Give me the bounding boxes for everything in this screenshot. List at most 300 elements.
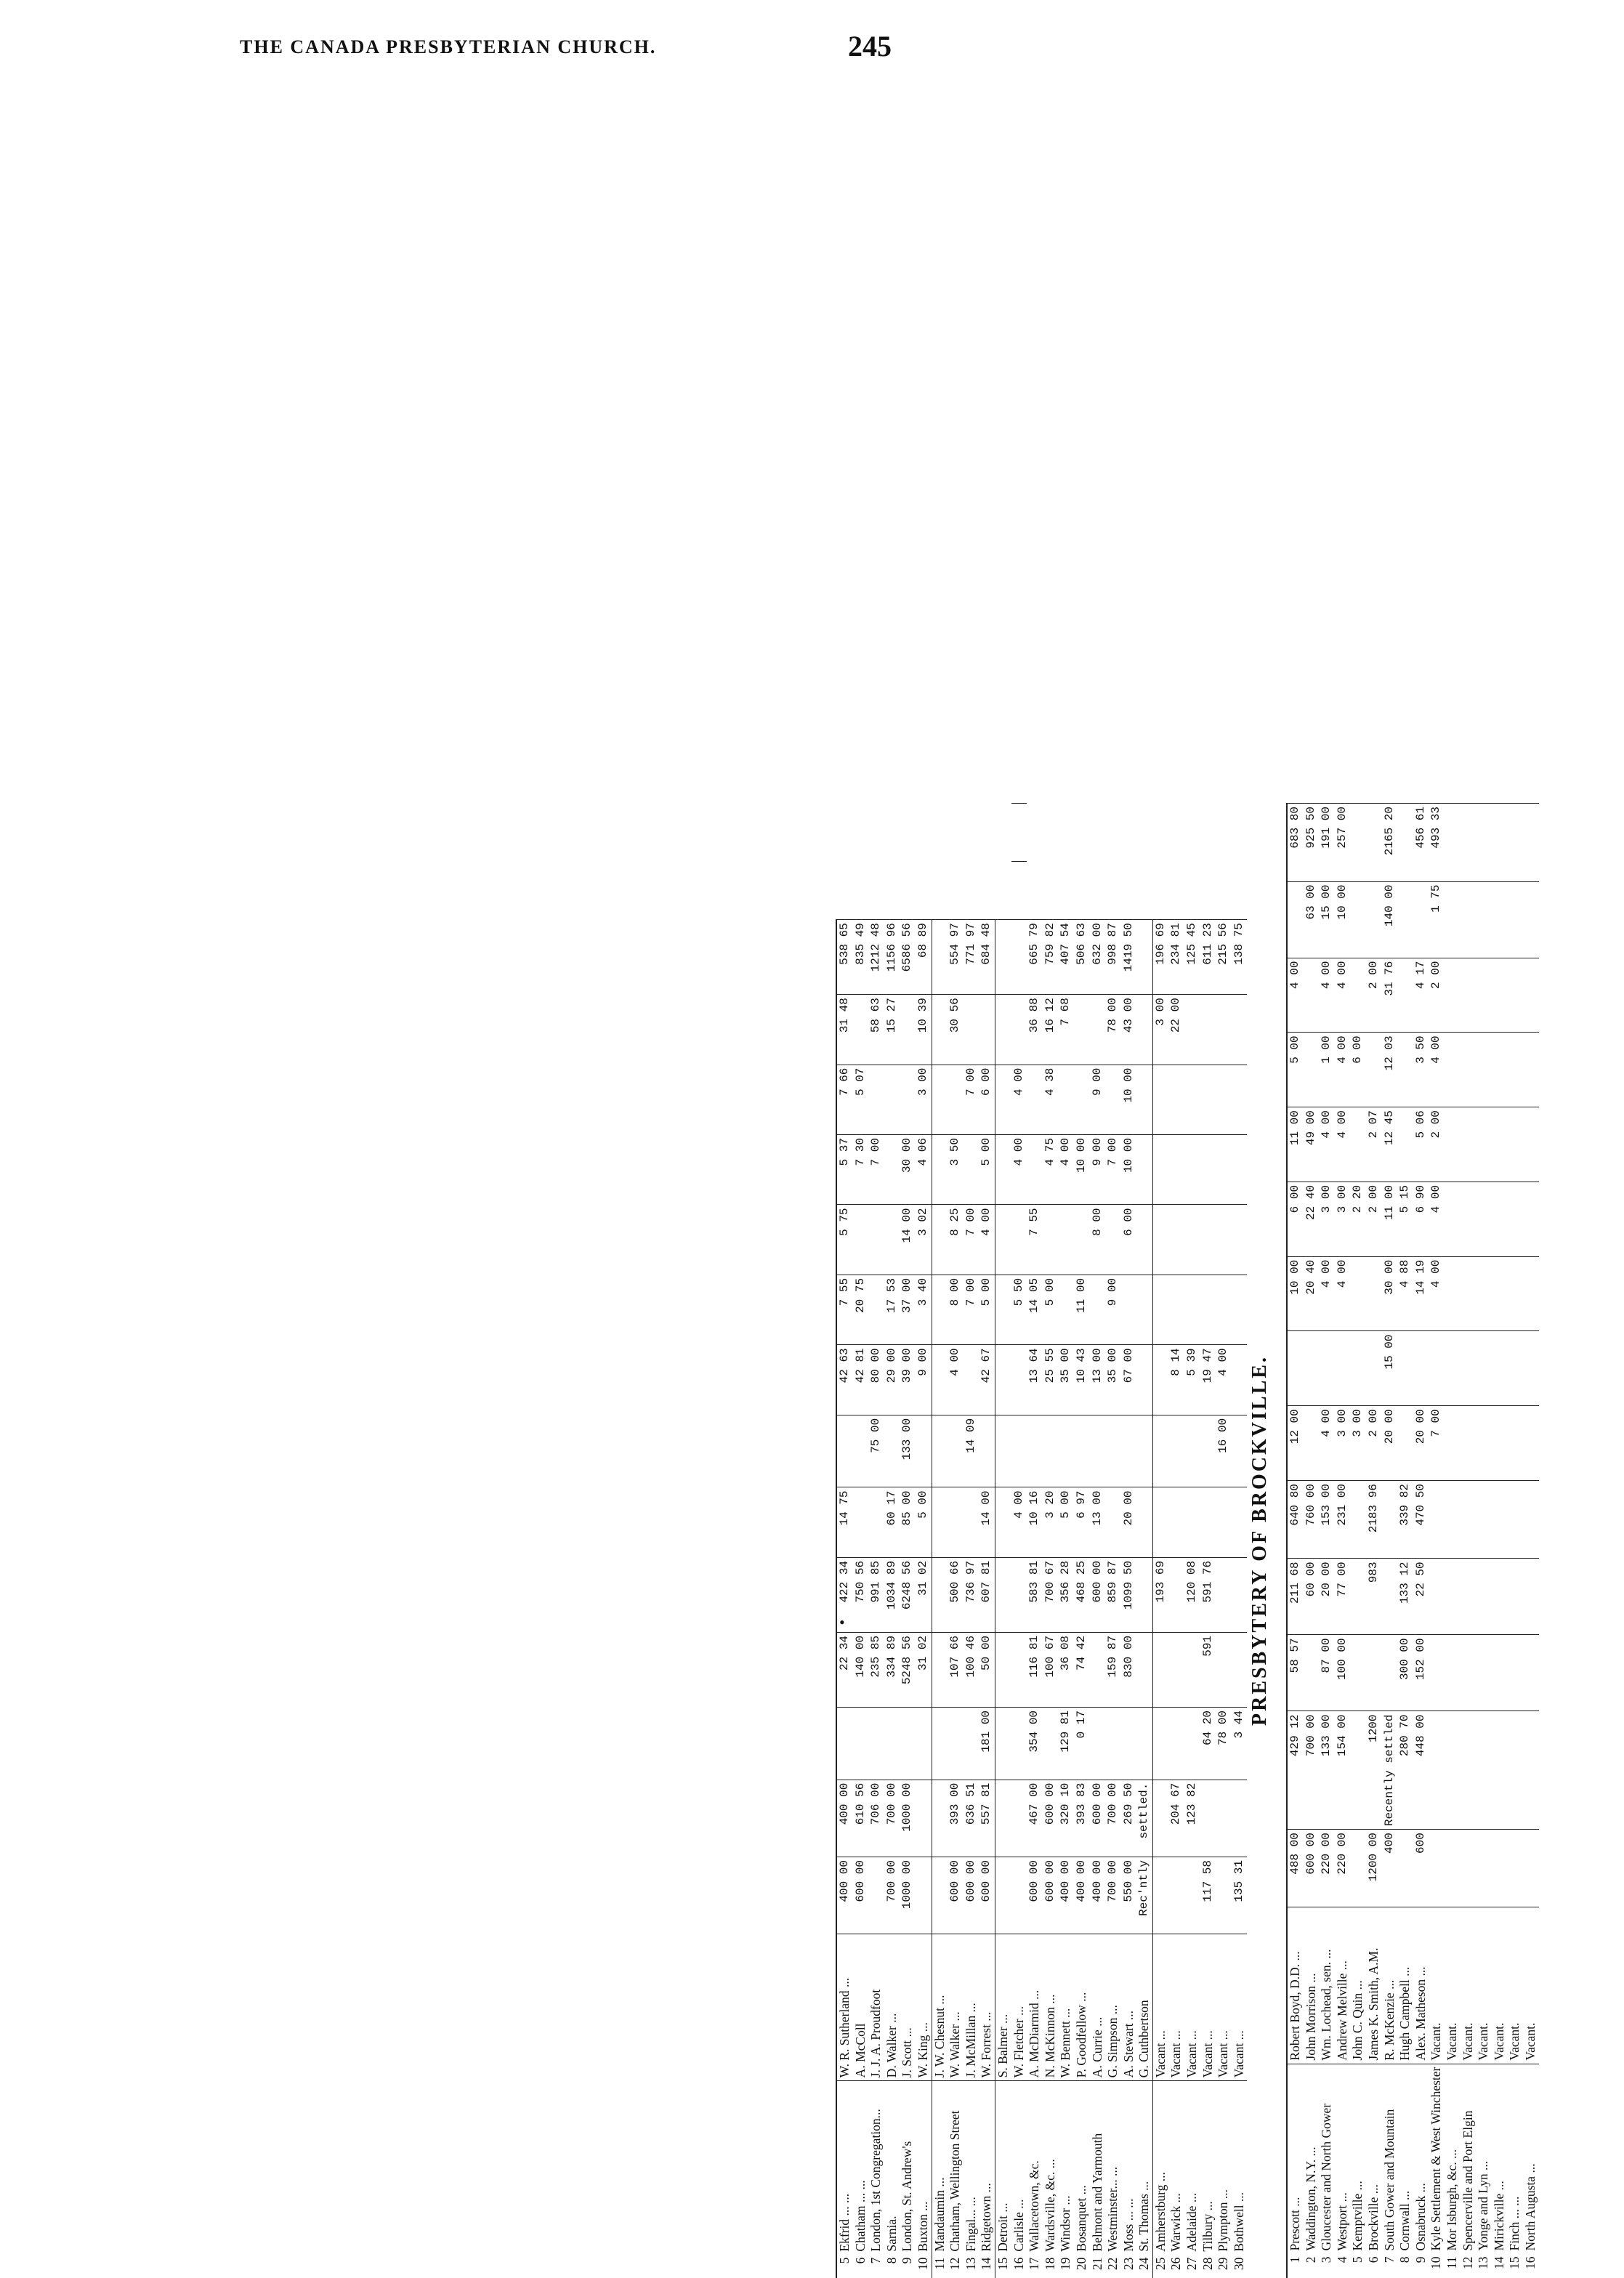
amount-cell	[1011, 1415, 1027, 1487]
amount-cell	[1492, 1331, 1508, 1406]
row-number: 5	[1350, 2254, 1366, 2278]
amount-cell: 3 00	[916, 1065, 932, 1134]
amount-cell	[1523, 1830, 1539, 1907]
amount-cell	[1350, 1481, 1366, 1559]
amount-cell	[1152, 1345, 1168, 1415]
amount-cell	[853, 995, 869, 1065]
amount-cell: 67 00	[1121, 1345, 1137, 1415]
amount-cell	[1523, 1331, 1539, 1406]
amount-cell: 736 97	[964, 1557, 979, 1632]
amount-cell	[1445, 1559, 1461, 1635]
amount-cell	[1461, 1830, 1476, 1907]
amount-cell: 7 68	[1058, 995, 1074, 1065]
amount-cell: 14 05	[1027, 1275, 1043, 1344]
amount-cell	[1136, 1707, 1152, 1780]
amount-cell	[1350, 1107, 1366, 1182]
amount-cell: 2 00	[1366, 1406, 1382, 1481]
table-row	[1319, 804, 1335, 2278]
congregation-name: Bosanquet ...	[1074, 2081, 1090, 2255]
amount-cell	[1507, 881, 1523, 958]
amount-cell: 100 46	[964, 1632, 979, 1707]
amount-cell: 591 76	[1200, 1557, 1216, 1632]
amount-cell	[1382, 1635, 1398, 1711]
row-number: 24	[1136, 2255, 1152, 2278]
amount-cell	[1287, 881, 1304, 958]
amount-cell: 10 39	[916, 995, 932, 1065]
amount-cell	[1058, 1415, 1074, 1487]
amount-cell	[1011, 1857, 1027, 1934]
minister-name: P. Goodfellow ...	[1074, 1934, 1090, 2081]
amount-cell: 153 00	[1319, 1481, 1335, 1559]
amount-cell: 4 00	[1319, 1256, 1335, 1331]
amount-cell	[1200, 1780, 1216, 1857]
amount-cell: 7 00	[964, 1205, 979, 1275]
amount-cell	[1523, 881, 1539, 958]
amount-cell: 42 81	[853, 1345, 869, 1415]
row-number: 6	[1366, 2254, 1382, 2278]
amount-cell: 4 00	[948, 1345, 964, 1415]
amount-cell	[1492, 1033, 1508, 1107]
minister-name: Andrew Melville ...	[1335, 1907, 1351, 2064]
amount-cell	[1350, 1256, 1366, 1331]
amount-cell	[1350, 1711, 1366, 1830]
amount-cell: 14 09	[964, 1415, 979, 1487]
presbytery-title: PRESBYTERY OF BROCKVILLE.	[1248, 803, 1272, 2278]
amount-cell: 468 25	[1074, 1557, 1090, 1632]
amount-cell	[1461, 1256, 1476, 1331]
amount-cell: 7 00	[1429, 1406, 1445, 1481]
amount-cell	[1492, 1711, 1508, 1830]
amount-cell: 422 34	[836, 1557, 853, 1632]
amount-cell	[1121, 1707, 1137, 1780]
amount-cell: 235 85	[868, 1632, 884, 1707]
amount-cell	[1152, 1857, 1168, 1934]
amount-cell: 220 00	[1335, 1830, 1351, 1907]
amount-cell	[932, 1275, 948, 1344]
amount-cell: 5 00	[1287, 1033, 1304, 1107]
amount-cell	[1152, 1707, 1168, 1780]
amount-cell	[1074, 995, 1090, 1065]
amount-cell	[1287, 1331, 1304, 1406]
amount-cell: 1419 50	[1121, 920, 1137, 995]
amount-cell	[1184, 995, 1200, 1065]
amount-cell: 4 00	[1319, 1406, 1335, 1481]
row-number: 6	[853, 2255, 869, 2278]
amount-cell	[1507, 1107, 1523, 1182]
amount-cell	[1105, 1707, 1121, 1780]
amount-cell	[1200, 1275, 1216, 1344]
amount-cell	[1523, 804, 1539, 882]
amount-cell	[1350, 1331, 1366, 1406]
amount-cell: 31 76	[1382, 958, 1398, 1033]
amount-cell	[1461, 958, 1476, 1033]
amount-cell	[995, 1135, 1011, 1205]
amount-cell	[995, 1205, 1011, 1275]
amount-cell	[1523, 1256, 1539, 1331]
amount-cell	[1366, 804, 1382, 882]
amount-cell	[1136, 920, 1152, 995]
amount-cell	[1184, 1205, 1200, 1275]
amount-cell	[1184, 1275, 1200, 1344]
congregation-name: North Augusta ...	[1523, 2064, 1539, 2253]
amount-cell	[932, 1780, 948, 1857]
amount-cell: 5 00	[916, 1487, 932, 1557]
amount-cell	[1152, 1780, 1168, 1857]
amount-cell: 22 00	[1168, 995, 1184, 1065]
amount-cell: 3 00	[1152, 995, 1168, 1065]
amount-cell: 354 00	[1027, 1707, 1043, 1780]
amount-cell	[916, 1415, 932, 1487]
congregation-name: Mirickville ...	[1492, 2064, 1508, 2253]
amount-cell	[932, 1065, 948, 1134]
congregation-name: London, 1st Congregation...	[868, 2081, 884, 2255]
rotated-statistics-table	[821, 803, 1624, 2278]
amount-cell: 50 00	[979, 1632, 995, 1707]
amount-cell	[1476, 1635, 1492, 1711]
row-number: 16	[1011, 2255, 1027, 2278]
amount-cell	[1397, 1107, 1413, 1182]
amount-cell	[1350, 1830, 1366, 1907]
table-row	[1523, 804, 1539, 2278]
amount-cell	[1136, 1275, 1152, 1344]
amount-cell	[1492, 958, 1508, 1033]
row-number: 15	[1507, 2254, 1523, 2278]
minister-name: Vacant.	[1507, 1907, 1523, 2064]
amount-cell	[1074, 1415, 1090, 1487]
amount-cell: 19 47	[1200, 1345, 1216, 1415]
amount-cell	[995, 1487, 1011, 1557]
amount-cell: 1200 00	[1366, 1830, 1382, 1907]
amount-cell: 37 00	[900, 1275, 916, 1344]
table-row	[1200, 804, 1216, 2278]
row-number: 10	[1429, 2254, 1445, 2278]
statistics-table	[836, 803, 1247, 2278]
amount-cell	[1413, 881, 1429, 958]
amount-cell	[1397, 1033, 1413, 1107]
congregation-name: Chatham ... ...	[853, 2081, 869, 2255]
congregation-name: Carlisle ...	[1011, 2081, 1027, 2255]
amount-cell: 15 00	[1382, 1331, 1398, 1406]
amount-cell: 133 00	[1319, 1711, 1335, 1830]
amount-cell: 6 00	[1350, 1033, 1366, 1107]
table-row	[1461, 804, 1476, 2278]
amount-cell: 10 00	[1121, 1065, 1137, 1134]
amount-cell: 4 00	[1335, 1033, 1351, 1107]
amount-cell	[1445, 1406, 1461, 1481]
amount-cell: 14 19	[1413, 1256, 1429, 1331]
amount-cell	[1136, 1415, 1152, 1487]
amount-cell: 9 00	[916, 1345, 932, 1415]
amount-cell: 12 45	[1382, 1107, 1398, 1182]
row-number: 13	[964, 2255, 979, 2278]
amount-cell	[1216, 1857, 1232, 1934]
amount-cell: 1156 96	[884, 920, 900, 995]
amount-cell: 20 75	[853, 1275, 869, 1344]
amount-cell: 133 00	[900, 1415, 916, 1487]
amount-cell	[1184, 1487, 1200, 1557]
amount-cell	[1507, 804, 1523, 882]
amount-cell	[932, 1857, 948, 1934]
amount-cell: 17 53	[884, 1275, 900, 1344]
amount-cell: 60 17	[884, 1487, 900, 1557]
amount-cell	[1335, 1331, 1351, 1406]
table-row	[932, 804, 948, 2278]
table-row	[1136, 804, 1152, 2278]
congregation-name: Detroit ...	[995, 2081, 1011, 2255]
congregation-name: Chatham, Wellington Street	[948, 2081, 964, 2255]
minister-name: W. R. Sutherland ...	[836, 1934, 853, 2081]
amount-cell	[1445, 1635, 1461, 1711]
amount-cell	[1429, 1481, 1445, 1559]
amount-cell	[1200, 1415, 1216, 1487]
amount-cell	[1366, 1033, 1382, 1107]
amount-cell	[1152, 1632, 1168, 1707]
table-row	[964, 804, 979, 2278]
amount-cell	[1152, 1205, 1168, 1275]
minister-name: A. Currie ...	[1090, 1934, 1106, 2081]
row-number: 12	[948, 2255, 964, 2278]
amount-cell	[1200, 1487, 1216, 1557]
amount-cell	[1105, 1415, 1121, 1487]
amount-cell: 5 39	[1184, 1345, 1200, 1415]
amount-cell	[995, 1632, 1011, 1707]
table-row	[868, 804, 884, 2278]
amount-cell	[1319, 1331, 1335, 1406]
amount-cell	[1507, 1559, 1523, 1635]
amount-cell: 257 00	[1335, 804, 1351, 882]
amount-cell	[1304, 1406, 1320, 1481]
amount-cell: 759 82	[1043, 920, 1059, 995]
amount-cell: 3 20	[1043, 1487, 1059, 1557]
amount-cell: 152 00	[1413, 1635, 1429, 1711]
amount-cell: 11 00	[1382, 1182, 1398, 1256]
congregation-name: Westport ...	[1335, 2064, 1351, 2253]
amount-cell: 2 00	[1366, 1182, 1382, 1256]
amount-cell	[1105, 1487, 1121, 1557]
table-row	[853, 804, 869, 2278]
row-number: 12	[1461, 2254, 1476, 2278]
amount-cell: 356 28	[1058, 1557, 1074, 1632]
amount-cell: 2 20	[1350, 1182, 1366, 1256]
amount-cell	[1304, 1331, 1320, 1406]
congregation-name: Kyle Settlement & West Winchester	[1429, 2064, 1445, 2253]
amount-cell	[1058, 1275, 1074, 1344]
amount-cell: 63 00	[1304, 881, 1320, 958]
row-number: 19	[1058, 2255, 1074, 2278]
amount-cell: 550 00	[1121, 1857, 1137, 1934]
congregation-name: Belmont and Yarmouth	[1090, 2081, 1106, 2255]
amount-cell: 4 00	[1335, 958, 1351, 1033]
table-row	[1216, 804, 1232, 2278]
amount-cell: 684 48	[979, 920, 995, 995]
table-row	[948, 804, 964, 2278]
amount-cell: 8 25	[948, 1205, 964, 1275]
minister-name: W. Walker ...	[948, 1934, 964, 2081]
minister-name: A. Stewart ...	[1121, 1934, 1137, 2081]
congregation-name: Adelaide ...	[1184, 2081, 1200, 2255]
amount-cell: 4 00	[1429, 1182, 1445, 1256]
minister-name: W. King ...	[916, 1934, 932, 2081]
amount-cell	[1232, 1632, 1248, 1707]
amount-cell	[1136, 1135, 1152, 1205]
minister-name: James K. Smith, A.M.	[1366, 1907, 1382, 2064]
row-number: 8	[884, 2255, 900, 2278]
minister-name: A. McColl	[853, 1934, 869, 2081]
table-row	[1335, 804, 1351, 2278]
amount-cell	[1523, 1033, 1539, 1107]
amount-cell	[979, 995, 995, 1065]
amount-cell	[916, 1857, 932, 1934]
row-number: 27	[1184, 2255, 1200, 2278]
congregation-name: Prescott ...	[1287, 2064, 1304, 2253]
amount-cell: 68 89	[916, 920, 932, 995]
congregation-name: Tilbury ...	[1200, 2081, 1216, 2255]
amount-cell: 400 00	[836, 1857, 853, 1934]
amount-cell	[1476, 804, 1492, 882]
congregation-name: Mandaumin ...	[932, 2081, 948, 2255]
amount-cell	[1523, 958, 1539, 1033]
amount-cell: 2 00	[1429, 958, 1445, 1033]
amount-cell	[853, 1707, 869, 1780]
congregation-name: Ekfrid ... ...	[836, 2081, 853, 2255]
amount-cell	[995, 1707, 1011, 1780]
amount-cell: 140 00	[1382, 881, 1398, 958]
amount-cell	[1216, 1065, 1232, 1134]
amount-cell: 3 40	[916, 1275, 932, 1344]
congregation-name: Spencerville and Port Elgin	[1461, 2064, 1476, 2253]
congregation-name: Finch ... ...	[1507, 2064, 1523, 2253]
congregation-name: Buxton ...	[916, 2081, 932, 2255]
amount-cell: 554 97	[948, 920, 964, 995]
amount-cell: 14 00	[979, 1487, 995, 1557]
amount-cell: 29 00	[884, 1345, 900, 1415]
row-number: 2	[1304, 2254, 1320, 2278]
row-number: 10	[916, 2255, 932, 2278]
amount-cell: 500 66	[948, 1557, 964, 1632]
amount-cell: 760 00	[1304, 1481, 1320, 1559]
amount-cell: 107 66	[948, 1632, 964, 1707]
amount-cell: 0 17	[1074, 1707, 1090, 1780]
amount-cell	[1304, 1635, 1320, 1711]
amount-cell	[1476, 881, 1492, 958]
amount-cell: 123 82	[1184, 1780, 1200, 1857]
row-number: 4	[1335, 2254, 1351, 2278]
amount-cell: 8 00	[948, 1275, 964, 1344]
row-number: 7	[1382, 2254, 1398, 2278]
amount-cell: 506 63	[1074, 920, 1090, 995]
amount-cell: 600 00	[1090, 1780, 1106, 1857]
amount-cell: 3 00	[1319, 1182, 1335, 1256]
minister-name: Vacant.	[1523, 1907, 1539, 2064]
amount-cell	[1350, 881, 1366, 958]
amount-cell	[948, 1487, 964, 1557]
row-number: 3	[1319, 2254, 1335, 2278]
amount-cell: 10 00	[1074, 1135, 1090, 1205]
amount-cell: 9 00	[1090, 1065, 1106, 1134]
amount-cell: 583 81	[1027, 1557, 1043, 1632]
amount-cell: 4 00	[1319, 958, 1335, 1033]
amount-cell: 35 00	[1105, 1345, 1121, 1415]
amount-cell	[948, 1415, 964, 1487]
amount-cell: 991 85	[868, 1557, 884, 1632]
amount-cell	[1136, 1345, 1152, 1415]
amount-cell: 1200	[1366, 1711, 1382, 1830]
table-row	[1304, 804, 1320, 2278]
amount-cell: 3 00	[1350, 1406, 1366, 1481]
amount-cell: 8 00	[1090, 1205, 1106, 1275]
congregation-name: Sarnia.	[884, 2081, 900, 2255]
amount-cell	[1507, 1033, 1523, 1107]
amount-cell: 4 00	[1216, 1345, 1232, 1415]
row-number: 23	[1121, 2255, 1137, 2278]
amount-cell	[1090, 1707, 1106, 1780]
amount-cell: 2165 20	[1382, 804, 1398, 882]
amount-cell: 117 58	[1200, 1857, 1216, 1934]
minister-name: J. McMillan ...	[964, 1934, 979, 2081]
amount-cell: 5 06	[1413, 1107, 1429, 1182]
amount-cell	[1232, 1487, 1248, 1557]
amount-cell: 600 00	[979, 1857, 995, 1934]
amount-cell: 610 56	[853, 1780, 869, 1857]
amount-cell	[1445, 881, 1461, 958]
amount-cell: 2 00	[1429, 1107, 1445, 1182]
amount-cell	[932, 1557, 948, 1632]
amount-cell	[932, 1205, 948, 1275]
amount-cell: 600 00	[1027, 1857, 1043, 1934]
amount-cell	[995, 1345, 1011, 1415]
amount-cell	[932, 1487, 948, 1557]
amount-cell: 706 00	[868, 1780, 884, 1857]
amount-cell: 750 56	[853, 1557, 869, 1632]
amount-cell: 10 00	[1287, 1256, 1304, 1331]
row-number: 9	[900, 2255, 916, 2278]
row-number: 15	[995, 2255, 1011, 2278]
amount-cell	[1232, 1135, 1248, 1205]
amount-cell	[1461, 1331, 1476, 1406]
amount-cell: 6 00	[979, 1065, 995, 1134]
amount-cell	[1507, 1481, 1523, 1559]
amount-cell: 20 00	[1319, 1559, 1335, 1635]
amount-cell	[1011, 995, 1027, 1065]
amount-cell: 600 00	[1043, 1780, 1059, 1857]
amount-cell	[1413, 1331, 1429, 1406]
amount-cell: 181 00	[979, 1707, 995, 1780]
amount-cell: 488 00	[1287, 1830, 1304, 1907]
minister-name: J. J. A. Proudfoot	[868, 1934, 884, 2081]
amount-cell	[1058, 1065, 1074, 1134]
amount-cell: 393 83	[1074, 1780, 1090, 1857]
amount-cell: 470 50	[1413, 1481, 1429, 1559]
row-number: 8	[1397, 2254, 1413, 2278]
amount-cell: 196 69	[1152, 920, 1168, 995]
amount-cell: 133 12	[1397, 1559, 1413, 1635]
amount-cell: 129 81	[1058, 1707, 1074, 1780]
amount-cell: 600 00	[1304, 1830, 1320, 1907]
amount-cell: 2183 96	[1366, 1481, 1382, 1559]
amount-cell	[1011, 920, 1027, 995]
congregation-name: Windsor ...	[1058, 2081, 1074, 2255]
amount-cell	[1152, 1275, 1168, 1344]
amount-cell: settled.	[1136, 1780, 1152, 1857]
table-row	[1043, 804, 1059, 2278]
minister-name: R. McKenzie ...	[1382, 1907, 1398, 2064]
amount-cell: 31 48	[836, 995, 853, 1065]
amount-cell: 4 00	[979, 1205, 995, 1275]
amount-cell: 116 81	[1027, 1632, 1043, 1707]
amount-cell	[932, 995, 948, 1065]
amount-cell	[1152, 1065, 1168, 1134]
minister-name: Hugh Campbell ...	[1397, 1907, 1413, 2064]
